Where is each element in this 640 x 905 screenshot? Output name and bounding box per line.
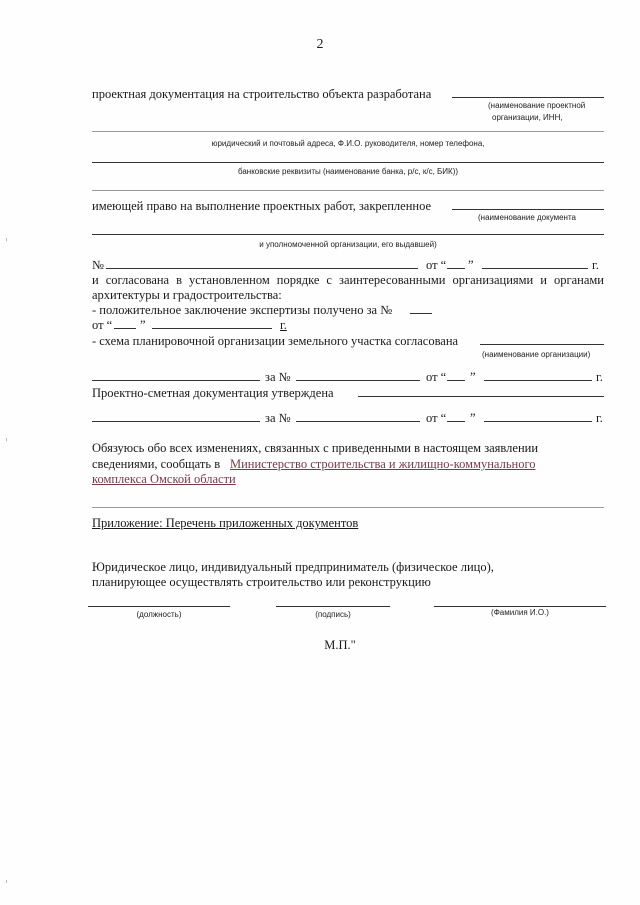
approval-quote-close: ”	[470, 411, 476, 425]
approval-year-suffix: г.	[596, 411, 603, 425]
scheme-org-name-field[interactable]	[92, 380, 260, 381]
agreed-text-line-1: и согласована в установленном порядке с заинтересованными организациями и органами	[92, 273, 604, 287]
expertise-quote-close: ”	[140, 318, 146, 332]
ministry-name-part-1: Министерство строительства и жилищно-коммунального	[230, 457, 536, 471]
scan-mark	[6, 880, 7, 883]
date-year-suffix: г.	[592, 258, 599, 272]
approval-day-field[interactable]	[447, 421, 465, 422]
authorized-org-caption: и уполномоченной организации, его выдавшей)	[259, 240, 437, 249]
changes-field[interactable]	[92, 507, 604, 508]
attachment-text: Приложение: Перечень приложенных документов	[92, 516, 359, 530]
project-org-caption-2: организации, ИНН,	[492, 113, 563, 122]
date-day-field[interactable]	[447, 268, 465, 269]
signature-caption: (подпись)	[315, 610, 351, 619]
full-name-field[interactable]	[434, 606, 606, 607]
date-from-label: от “	[426, 258, 447, 272]
commitment-text-prefix: сведениями, сообщать в	[92, 457, 221, 471]
addresses-caption: юридический и почтовый адреса, Ф.И.О. руководителя, номер телефона,	[211, 139, 485, 148]
approval-org-field[interactable]	[92, 421, 260, 422]
signature-field[interactable]	[276, 606, 390, 607]
approved-by-field[interactable]	[358, 396, 604, 397]
number-label: №	[92, 258, 104, 272]
scan-mark	[6, 438, 7, 441]
approved-text: Проектно-сметная документация утверждена	[92, 386, 334, 400]
applicant-text-line-1: Юридическое лицо, индивидуальный предприниматель (физическое лицо),	[92, 560, 494, 574]
page-number: 2	[316, 37, 324, 52]
bank-details-field[interactable]	[92, 190, 604, 191]
scheme-date-from-label: от “	[426, 370, 447, 384]
site-scheme-org-field[interactable]	[480, 344, 604, 345]
document-number-field[interactable]	[106, 268, 418, 269]
date-month-field[interactable]	[482, 268, 588, 269]
expertise-month-field[interactable]	[152, 328, 272, 329]
document-caption: (наименование документа	[478, 213, 576, 222]
position-field[interactable]	[88, 606, 230, 607]
agreed-text-line-2: архитектуры и градостроительства:	[92, 288, 282, 302]
project-org-field[interactable]	[452, 97, 604, 98]
scheme-day-field[interactable]	[447, 380, 465, 381]
expertise-day-field[interactable]	[114, 328, 136, 329]
project-docs-developed-text: проектная документация на строительство объекта разработана	[92, 87, 432, 101]
scheme-month-field[interactable]	[484, 380, 592, 381]
ministry-name-part-2: комплекса Омской области	[92, 472, 236, 486]
bank-details-caption: банковские реквизиты (наименование банка, р/с, к/с, БИК))	[237, 167, 459, 176]
expertise-text: - положительное заключение экспертизы получено за №	[92, 303, 393, 317]
approval-month-field[interactable]	[484, 421, 592, 422]
approval-number-field[interactable]	[296, 421, 420, 422]
scheme-number-field[interactable]	[296, 380, 420, 381]
expertise-year-suffix: г.	[280, 318, 287, 332]
date-quote-close: ”	[468, 258, 474, 272]
scan-mark	[6, 238, 7, 241]
full-name-caption: (Фамилия И.О.)	[491, 608, 549, 617]
expertise-number-field[interactable]	[410, 313, 432, 314]
authorized-org-field[interactable]	[92, 234, 604, 235]
project-org-caption-1: (наименование проектной	[488, 101, 586, 110]
phone-field[interactable]	[92, 162, 604, 163]
commitment-text-line-1: Обязуюсь обо всех изменениях, связанных с приведенными в настоящем заявлении	[92, 441, 539, 455]
document-field[interactable]	[452, 209, 604, 210]
project-org-details-field[interactable]	[92, 131, 604, 132]
seal-label: М.П."	[324, 638, 356, 652]
applicant-text-line-2: планирующее осуществлять строительство или реконструкцию	[92, 575, 431, 589]
position-caption: (должность)	[136, 610, 182, 619]
scheme-year-suffix: г.	[596, 370, 603, 384]
scheme-number-label: за №	[265, 370, 291, 384]
right-to-design-text: имеющей право на выполнение проектных работ, закрепленное	[92, 199, 432, 213]
site-scheme-text: - схема планировочной организации земельного участка согласована	[92, 334, 459, 348]
scheme-quote-close: ”	[470, 370, 476, 384]
approval-date-from-label: от “	[426, 411, 447, 425]
org-name-caption: (наименование организации)	[482, 350, 591, 359]
approval-number-label: за №	[265, 411, 291, 425]
expertise-date-from-label: от “	[92, 318, 113, 332]
